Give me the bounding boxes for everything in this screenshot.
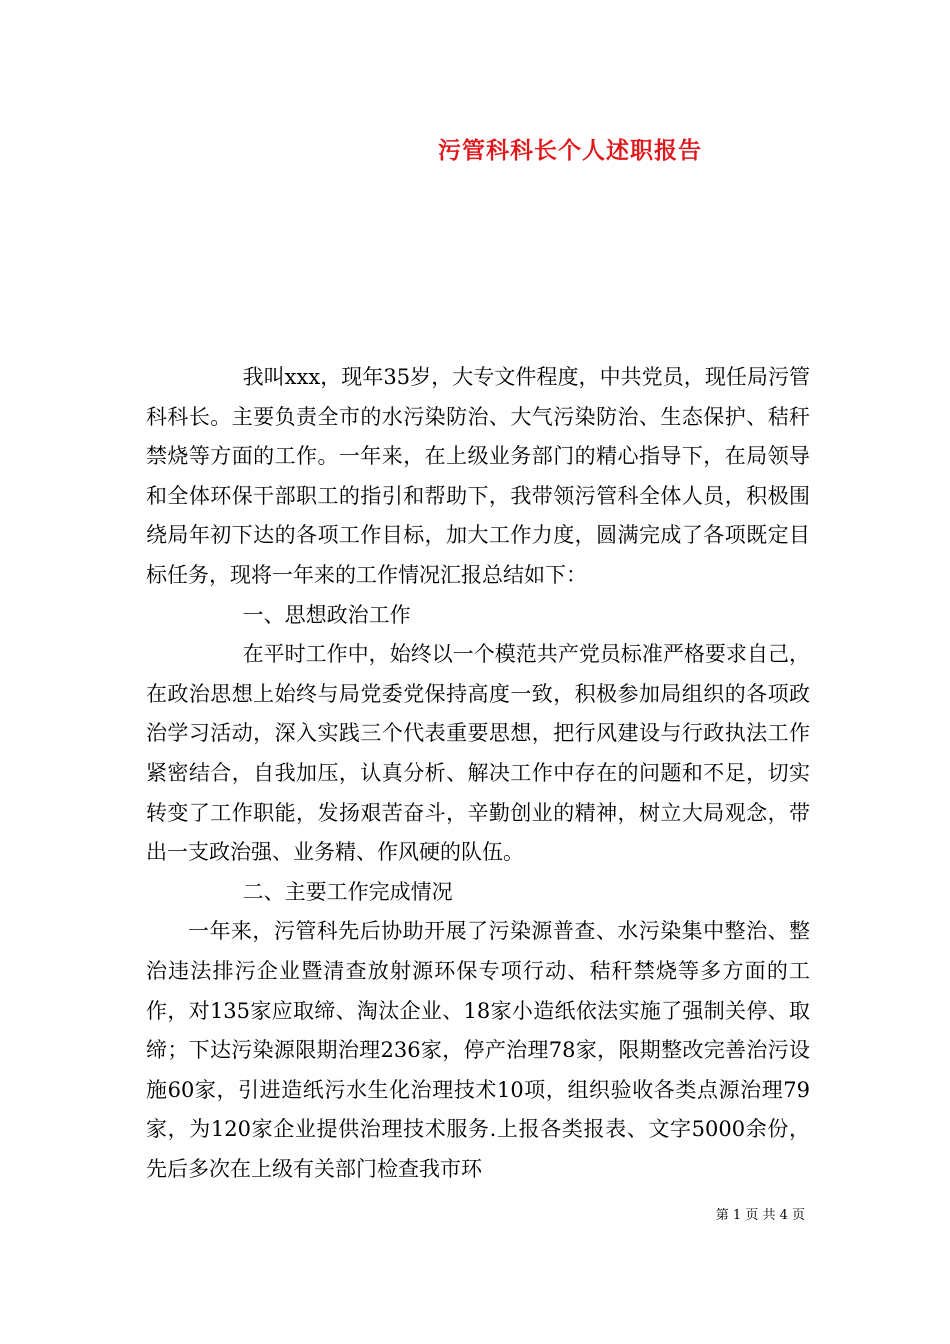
paragraph-work: 一年来，污管科先后协助开展了污染源普查、水污染集中整治、整治违法排污企业暨清查放射源环保专项行动、秸秆禁烧等多方面的工作，对135家应取缔、淘汰企业、18家小造纸依法实施了强制关停、取缔；下达污染源限期治理236家，停产治理78家，限期整改完善治污设施60家，引进造纸污水生化治理技术10项，组织验收各类点源治理79家，为120家企业提供治理技术服务.上报各类报表、文字5000余份，先后多次在上级有关部门检查我市环 bbox=[146, 919, 810, 1181]
paragraph-political: 在平时工作中，始终以一个模范共产党员标准严格要求自己，在政治思想上始终与局党委党保持高度一致，积极参加局组织的各项政治学习活动，深入实践三个代表重要思想，把行风建设与行政执法工作紧密结合，自我加压，认真分析、解决工作中存在的问题和不足，切实转变了工作职能，发扬艰苦奋斗，辛勤创业的精神，树立大局观念，带出一支政治强、业务精、作风硬的队伍。 bbox=[146, 642, 810, 865]
section-heading-political: 一、思想政治工作 bbox=[242, 602, 411, 627]
paragraph-intro: 我叫xxx，现年35岁，大专文件程度，中共党员，现任局污管科科长。主要负责全市的水污染防治、大气污染防治、生态保护、秸秆禁烧等方面的工作。一年来，在上级业务部门的精心指导下，在局领导和全体环保干部职工的指引和帮助下，我带领污管科全体人员，积极围绕局年初下达的各项工作目标，加大工作力度，圆满完成了各项既定目标任务，现将一年来的工作情况汇报总结如下： bbox=[146, 365, 810, 587]
section-heading-work: 二、主要工作完成情况 bbox=[242, 879, 453, 904]
document-body bbox=[146, 358, 810, 1189]
document-title: 污管科科长个人述职报告 bbox=[438, 137, 702, 164]
page-number: 第 1 页 共 4 页 bbox=[715, 1208, 805, 1223]
